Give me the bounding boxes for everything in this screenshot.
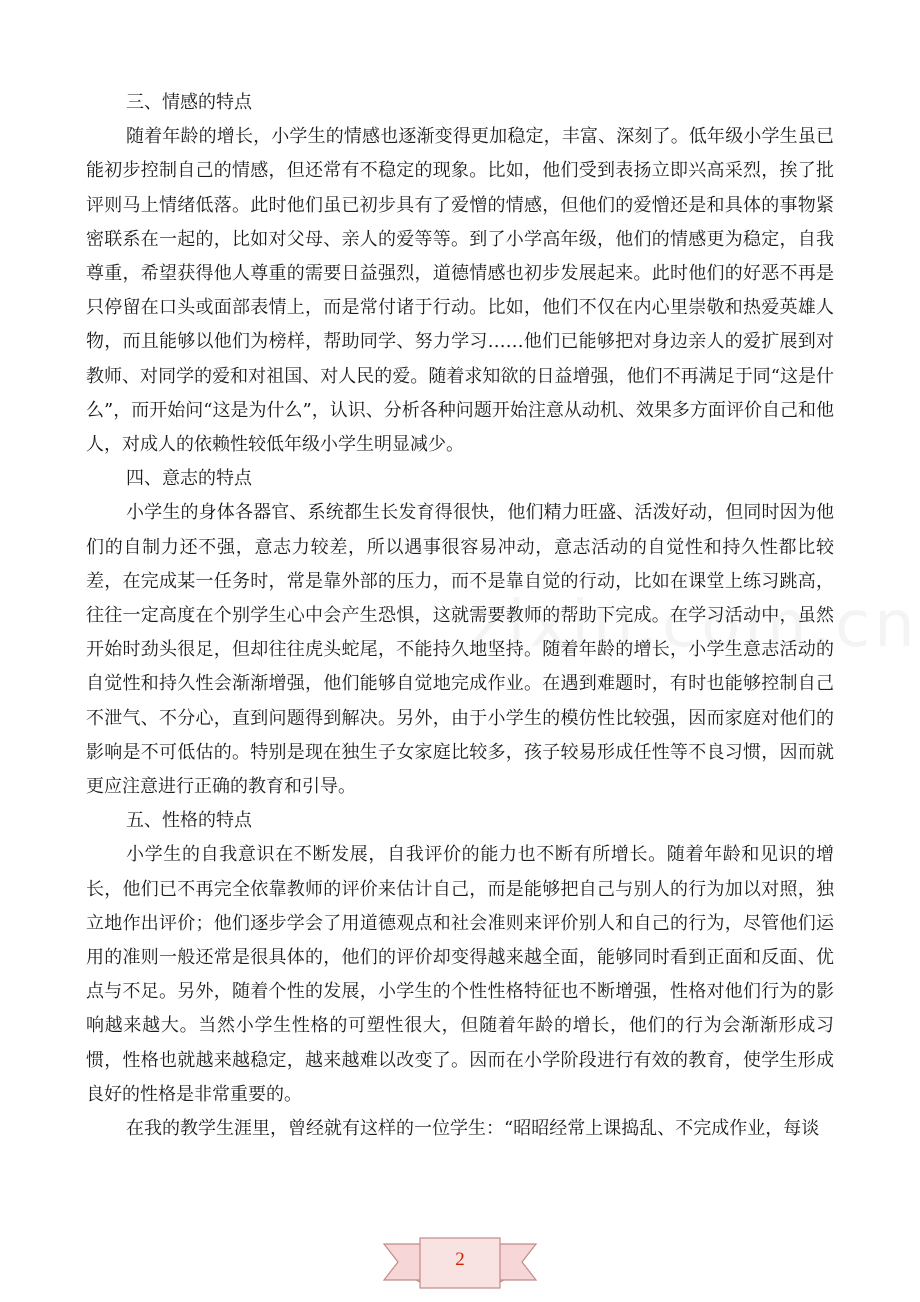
- page-number: 2: [455, 1249, 465, 1270]
- section-heading-will: 四、意志的特点: [126, 468, 252, 490]
- section-heading-emotion: 三、情感的特点: [126, 92, 252, 113]
- paragraph-example: 在我的教学生涯里，曾经就有这样的一位学生：“昭昭经常上课捣乱、不完成作业，每谈: [126, 1118, 820, 1140]
- paragraph-emotion: 随着年龄的增长，小学生的情感也逐渐变得更加稳定，丰富、深刻了。低年级小学生虽已能初步控制自己的情感，但还常有不稳定的现象。比如，他们受到表扬立即兴高采烈，挨了批评则马上情绪低落。此时他们虽已初步具有了爱憎的情感，但他们的爱憎还是和具体的事物紧密联系在一起的，比如对父母、亲人的爱等等。到了小学高年级，他们的情感更为稳定，自我尊重，希望获得他人尊重的需要日益强烈，道德情感也初步发展起来。此时他们的好恶不再是只停留在口头或面部表情上，而是常付诸于行动。比如，他们不仅在内心里崇敬和热爱英雄人物，而且能够以他们为榜样，帮助同学、努力学习……他们已能够把对身边亲人的爱扩展到对教师、对同学的爱和对祖国、对人民的爱。随着求知欲的日益增强，他们不再满足于同“这是什么”，而开始问“这是为什么”，认识、分析各种问题开始注意从动机、效果多方面评价自己和他人，对成人的依赖性较低年级小学生明显减少。: [86, 126, 834, 456]
- section-heading-character: 五、性格的特点: [126, 810, 252, 832]
- page-number-ribbon: [380, 1232, 540, 1290]
- document-body: [86, 86, 834, 1146]
- paragraph-character: 小学生的自我意识在不断发展，自我评价的能力也不断有所增长。随着年龄和见识的增长，他们已不再完全依靠教师的评价来估计自己，而是能够把自己与别人的行为加以对照，独立地作出评价；他们逐步学会了用道德观点和社会准则来评价别人和自己的行为，尽管他们运用的准则一般还常是很具体的，他们的评价却变得越来越全面，能够同时看到正面和反面、优点与不足。另外，随着个性的发展，小学生的个性性格特征也不断增强，性格对他们行为的影响越来越大。当然小学生性格的可塑性很大，但随着年龄的增长，他们的行为会渐渐形成习惯，性格也就越来越稳定，越来越难以改变了。因而在小学阶段进行有效的教育，使学生形成良好的性格是非常重要的。: [86, 844, 834, 1105]
- paragraph-will: 小学生的身体各器官、系统都生长发育得很快，他们精力旺盛、活泼好动，但同时因为他们的自制力还不强，意志力较差，所以遇事很容易冲动，意志活动的自觉性和持久性都比较差，在完成某一任务时，常是靠外部的压力，而不是靠自觉的行动，比如在课堂上练习跳高，往往一定高度在个别学生心中会产生恐惧，这就需要教师的帮助下完成。在学习活动中，虽然开始时劲头很足，但却往往虎头蛇尾，不能持久地坚持。随着年龄的增长，小学生意志活动的自觉性和持久性会渐渐增强，他们能够自觉地完成作业。在遇到难题时，有时也能够控制自己不泄气、不分心，直到问题得到解决。另外，由于小学生的模仿性比较强，因而家庭对他们的影响是不可低估的。特别是现在独生子女家庭比较多，孩子较易形成任性等不良习惯，因而就更应注意进行正确的教育和引导。: [86, 502, 834, 798]
